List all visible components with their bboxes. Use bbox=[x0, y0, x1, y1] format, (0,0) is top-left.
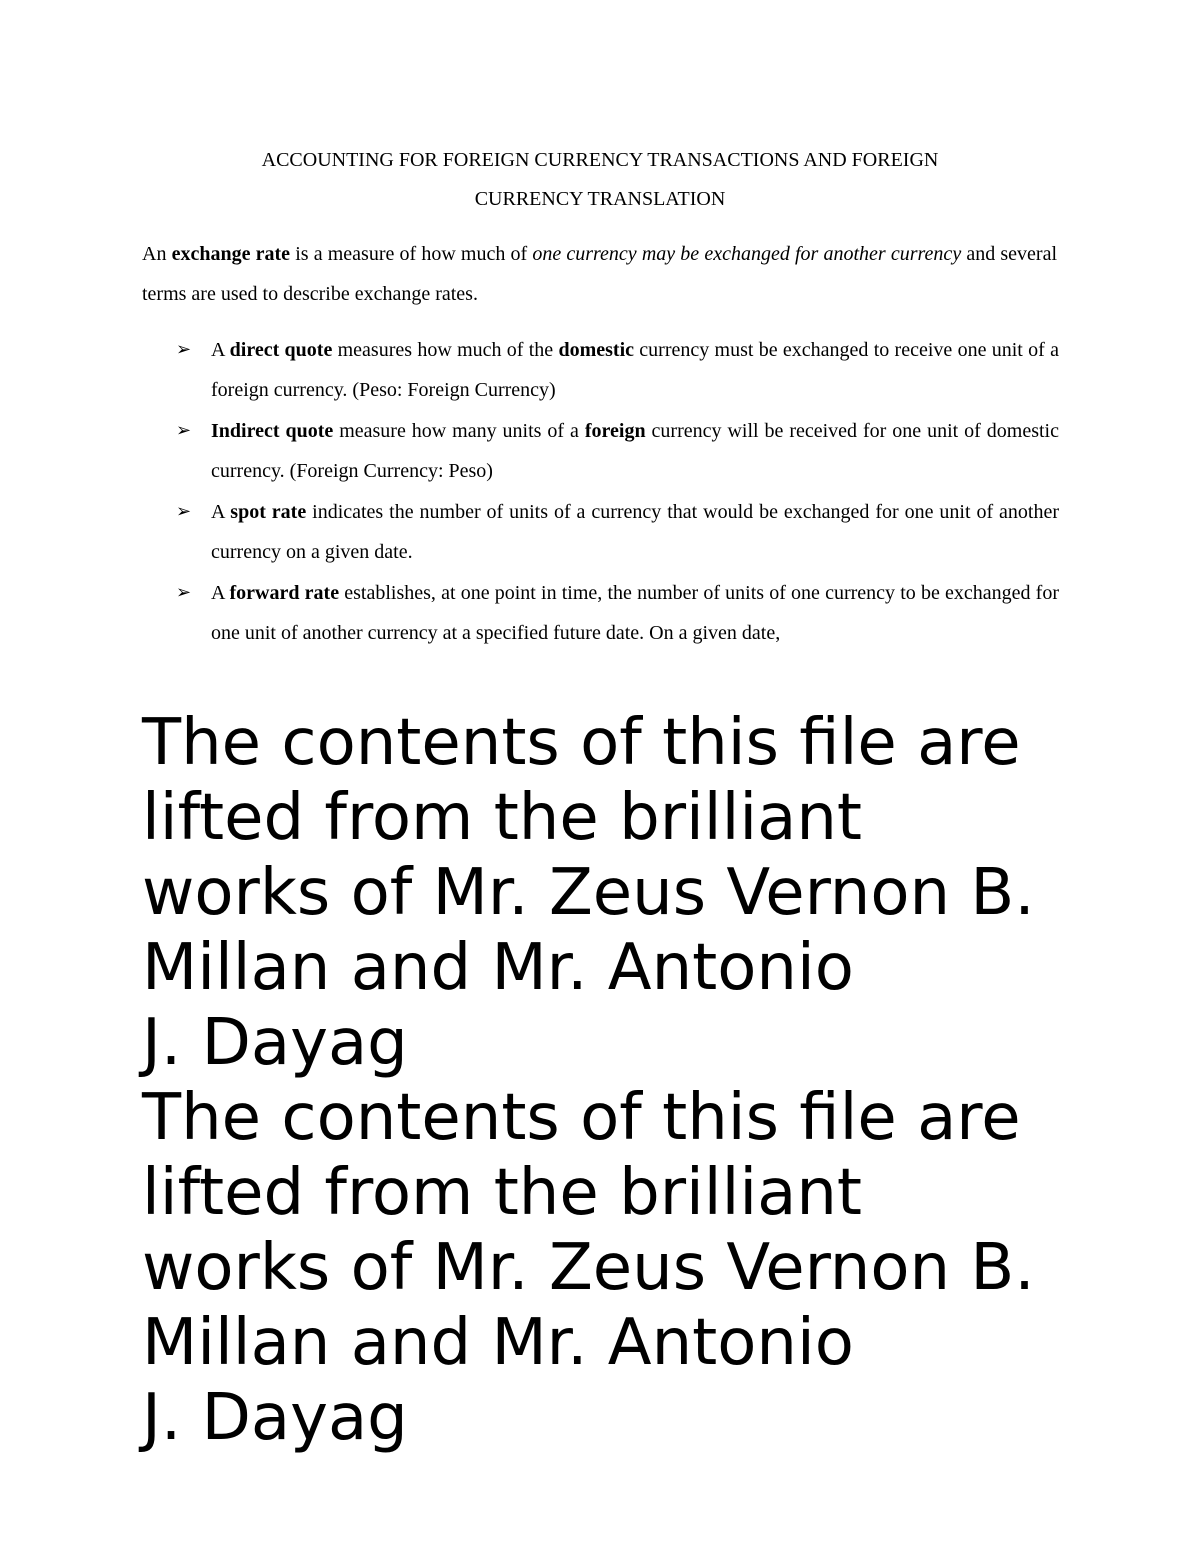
list-item-indirect-quote bbox=[142, 411, 1059, 491]
list-item-direct-quote bbox=[142, 330, 1059, 410]
list-item-spot-rate bbox=[142, 492, 1059, 572]
arrowhead-bullet-icon: ➢ bbox=[176, 420, 192, 441]
bullet-text: measures how much of the bbox=[332, 339, 559, 361]
attribution-line: lifted from the brilliant bbox=[142, 781, 862, 855]
attribution-line: works of Mr. Zeus Vernon B. bbox=[142, 856, 1035, 930]
bullet-term: Indirect quote bbox=[211, 420, 334, 442]
attribution-line: The contents of this file are bbox=[142, 1081, 1021, 1155]
intro-term-exchange-rate: exchange rate bbox=[171, 243, 291, 265]
attribution-line: works of Mr. Zeus Vernon B. bbox=[142, 1231, 1035, 1305]
bullet-term: foreign bbox=[584, 420, 646, 442]
bullet-term: domestic bbox=[558, 339, 635, 361]
attribution-line: The contents of this file are bbox=[142, 706, 1021, 780]
attribution-overlay bbox=[142, 706, 1142, 1456]
bullet-text: A bbox=[211, 339, 230, 361]
arrowhead-bullet-icon: ➢ bbox=[176, 501, 192, 522]
title-line-2: CURRENCY TRANSLATION bbox=[474, 188, 726, 210]
bullet-text: indicates the number of units of a currency that would be exchanged for one unit of another currency on a given date. bbox=[211, 501, 1060, 563]
intro-text: and several terms are used to describe exchange rates. bbox=[142, 243, 1058, 305]
bullet-term: spot rate bbox=[230, 501, 307, 523]
arrowhead-bullet-icon: ➢ bbox=[176, 582, 192, 603]
intro-text: An bbox=[142, 243, 172, 265]
intro-paragraph bbox=[142, 234, 1057, 314]
intro-text: is a measure of how much of bbox=[290, 243, 533, 265]
arrowhead-bullet-icon: ➢ bbox=[176, 339, 192, 360]
exchange-rate-terms-list bbox=[142, 330, 1059, 654]
bullet-text: A bbox=[211, 582, 230, 604]
bullet-term: forward rate bbox=[229, 582, 340, 604]
attribution-line: J. Dayag bbox=[142, 1381, 408, 1455]
bullet-text: currency must be exchanged to receive one unit of a foreign currency. (Peso: Foreign Currency) bbox=[211, 339, 1059, 401]
bullet-text: establishes, at one point in time, the number of units of one currency to be exchanged for one unit of another currency at a specified future date. On a given date, bbox=[211, 582, 1059, 644]
bullet-text: A bbox=[211, 501, 231, 523]
intro-emphasis: one currency may be exchanged for another currency bbox=[532, 243, 962, 265]
document-title bbox=[140, 141, 1060, 219]
attribution-line: lifted from the brilliant bbox=[142, 1156, 862, 1230]
bullet-term: direct quote bbox=[229, 339, 333, 361]
bullet-text: measure how many units of a bbox=[333, 420, 585, 442]
attribution-line: Millan and Mr. Antonio bbox=[142, 931, 854, 1005]
attribution-line: J. Dayag bbox=[142, 1006, 408, 1080]
title-line-1: ACCOUNTING FOR FOREIGN CURRENCY TRANSACTIONS AND FOREIGN bbox=[261, 149, 939, 171]
list-item-forward-rate bbox=[142, 573, 1059, 653]
attribution-line: Millan and Mr. Antonio bbox=[142, 1306, 854, 1380]
bullet-text: currency will be received for one unit of domestic currency. (Foreign Currency: Peso) bbox=[211, 420, 1059, 482]
